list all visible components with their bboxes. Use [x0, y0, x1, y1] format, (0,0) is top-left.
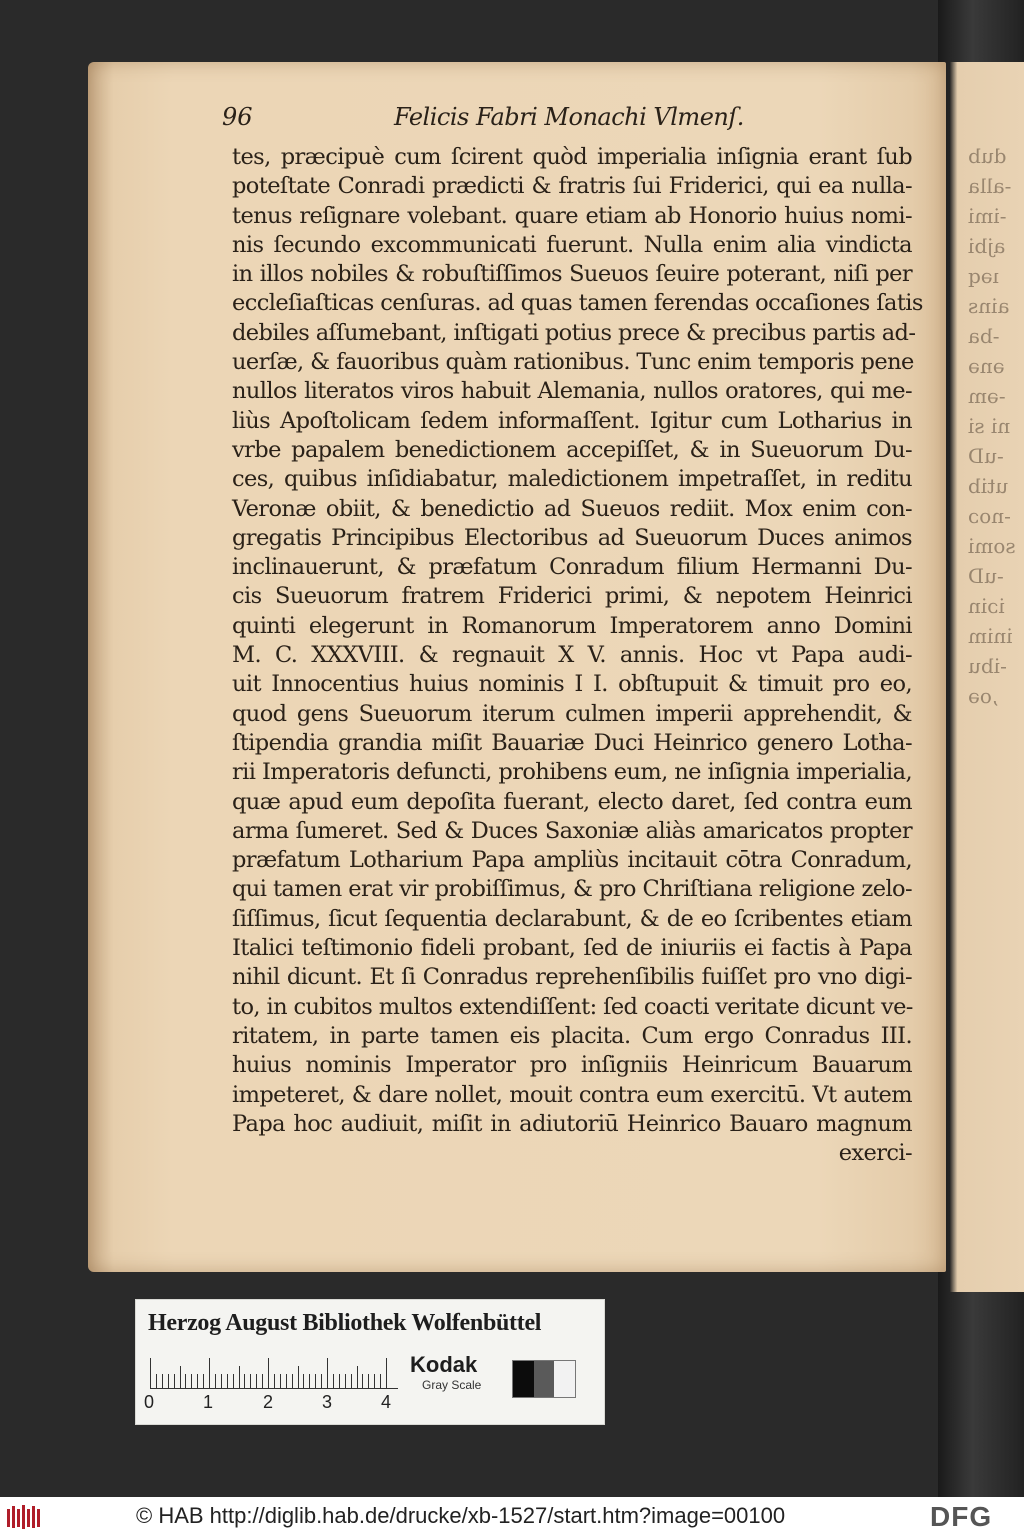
- running-head: [222, 103, 912, 137]
- ruler-tick: [298, 1366, 299, 1388]
- text-line: qui tamen erat vir probiſſimus, & pro Chriſtiana religione zelo-: [232, 876, 912, 903]
- ruler-tick: [303, 1374, 304, 1388]
- body-text: [232, 143, 923, 1168]
- ruler-tick: [256, 1374, 257, 1388]
- text-line: uerſæ, & fauoribus quàm rationibus. Tunc enim temporis pene: [232, 349, 914, 376]
- gray-scale-swatches: [512, 1360, 576, 1398]
- text-line: arma ſumeret. Sed & Duces Saxoniæ aliàs amaricatos propter: [232, 817, 912, 844]
- ruler-numbers: [144, 1392, 404, 1414]
- ruler-tick: [250, 1374, 251, 1388]
- ruler-tick: [380, 1374, 381, 1388]
- gray-swatch: [554, 1361, 575, 1397]
- running-head-title: Felicis Fabri Monachi Vlmenſ.: [394, 103, 744, 131]
- ruler-tick: [333, 1374, 334, 1388]
- ruler-tick: [315, 1374, 316, 1388]
- ruler-tick: [309, 1374, 310, 1388]
- ruler-tick: [339, 1374, 340, 1388]
- text-line: quod gens Sueuorum iterum culmen imperii apprehendit, &: [232, 700, 912, 727]
- gray-swatch: [513, 1361, 534, 1397]
- library-name: Herzog August Bibliothek Wolfenbüttel: [148, 1310, 542, 1336]
- ruler-tick: [262, 1374, 263, 1388]
- ruler-tick: [345, 1374, 346, 1388]
- ruler-tick: [197, 1374, 198, 1388]
- ruler-number: 2: [263, 1392, 274, 1412]
- ruler-number: 0: [144, 1392, 155, 1412]
- text-line: nihil dicunt. Et ſi Conradus reprehenſibilis fuiſſet pro vno digi-: [232, 964, 912, 991]
- ruler-tick: [274, 1374, 275, 1388]
- ruler-tick: [221, 1374, 222, 1388]
- text-line: eccleſiaſticas cenſuras. ad quas tamen ferendas occaſiones ſatis: [232, 290, 923, 317]
- ruler-tick: [368, 1374, 369, 1388]
- text-line: Italici teſtimonio fideli probant, ſed de iniuriis ei factis à Papa: [232, 935, 912, 962]
- ruler-number: 1: [203, 1392, 214, 1412]
- ruler-tick: [351, 1374, 352, 1388]
- measurement-ruler: [150, 1358, 398, 1389]
- ruler-tick: [180, 1366, 181, 1388]
- footer-bar: [0, 1497, 1024, 1537]
- ruler-tick: [233, 1374, 234, 1388]
- text-line: tes, præcipuè cum ſcirent quòd imperialia inſignia erant ſub: [232, 144, 912, 170]
- ruler-tick: [185, 1374, 186, 1388]
- page-number: 96: [222, 103, 253, 131]
- text-line: tenus reſignare volebant. quare etiam ab Honorio huius nomi-: [232, 202, 912, 229]
- ruler-tick: [374, 1374, 375, 1388]
- ruler-tick: [244, 1374, 245, 1388]
- ruler-tick: [292, 1374, 293, 1388]
- ruler-tick: [239, 1366, 240, 1388]
- text-line: ritatem, in parte tamen eis placita. Cum ergo Conradus III.: [232, 1022, 912, 1049]
- ruler-tick: [386, 1358, 387, 1388]
- text-line: rii Imperatoris defuncti, prohibens eum, ne inſignia imperialia,: [232, 759, 912, 786]
- text-line: quinti elegerunt in Romanorum Imperatorem anno Domini: [232, 612, 912, 639]
- text-line: inclinauerunt, & præfatum Conradum filium Hermanni Du-: [232, 554, 912, 581]
- ruler-tick: [321, 1374, 322, 1388]
- facing-page-edge: dub -alla -imi ajbi ıəq ains -ba ənə -əm ni si -uD utib -noɔ somi -uD iɔin inim -ibu ,oə: [950, 62, 1024, 1292]
- text-line: nullos literatos viros habuit Alemania, nullos oratores, qui me-: [232, 378, 912, 405]
- text-line: M. C. XXXVIII. & regnauit X V. annis. Hoc vt Papa audi-: [232, 642, 912, 669]
- hab-logo-icon: [6, 1503, 46, 1531]
- dfg-logo: DFG: [930, 1501, 993, 1532]
- ruler-tick: [327, 1358, 328, 1388]
- text-line: vrbe papalem benedictionem accepiſſet, & in Sueuorum Du-: [232, 436, 912, 463]
- ruler-number: 4: [381, 1392, 392, 1412]
- ruler-tick: [162, 1374, 163, 1388]
- ruler-tick: [168, 1374, 169, 1388]
- text-line: cis Sueuorum fratrem Friderici primi, & nepotem Heinrici: [232, 583, 912, 610]
- text-line: ſiſſimus, ſicut ſequentia declarabunt, & de eo ſcribentes etiam: [232, 905, 912, 932]
- text-line: debiles aſſumebant, inſtigati potius prece & precibus partis ad-: [232, 319, 916, 346]
- ruler-tick: [362, 1374, 363, 1388]
- gray-scale-label: Gray Scale: [422, 1378, 482, 1392]
- text-line: præfatum Lotharium Papa ampliùs incitauit cōtra Conradum,: [232, 847, 912, 874]
- text-line: poteſtate Conradi prædicti & fratris ſui Friderici, qui ea nulla-: [232, 173, 912, 200]
- text-line: in illos nobiles & robuſtiſſimos Sueuos ſeuire poterant, niſi per: [232, 261, 912, 288]
- text-line: ces, quibus inſidiabatur, maledictionem impetraſſet, in reditu: [232, 466, 912, 493]
- ruler-tick: [174, 1374, 175, 1388]
- ruler-tick: [280, 1374, 281, 1388]
- ruler-tick: [227, 1374, 228, 1388]
- ruler-number: 3: [322, 1392, 333, 1412]
- ruler-tick: [286, 1374, 287, 1388]
- ruler-tick: [156, 1374, 157, 1388]
- ruler-tick: [268, 1358, 269, 1388]
- text-line: gregatis Principibus Electoribus ad Sueuorum Duces animos: [232, 524, 912, 551]
- text-line: Veronæ obiit, & benedictio ad Sueuos rediit. Mox enim con-: [232, 495, 912, 522]
- text-line: uit Innocentius huius nominis I I. obſtupuit & timuit pro eo,: [232, 671, 912, 698]
- text-line: to, in cubitos multos extendiſſent: ſed coacti veritate dicunt ve-: [232, 993, 913, 1020]
- text-line: nis ſecundo excommunicati fuerunt. Nulla enim alia vindicta: [232, 231, 912, 258]
- ruler-tick: [357, 1366, 358, 1388]
- color-reference-card: [136, 1300, 604, 1424]
- text-line: huius nominis Imperator pro inſigniis Heinricum Bauarum: [232, 1052, 912, 1079]
- ruler-tick: [215, 1374, 216, 1388]
- text-line: exerci-: [838, 1140, 912, 1167]
- kodak-logo: Kodak: [410, 1352, 478, 1377]
- ruler-tick: [203, 1374, 204, 1388]
- gray-swatch: [534, 1361, 555, 1397]
- ruler-tick: [150, 1358, 151, 1388]
- ruler-tick: [209, 1358, 210, 1388]
- text-line: liùs Apoſtolicam ſedem informaſſent. Igitur cum Lotharius in: [232, 407, 912, 434]
- citation-link[interactable]: © HAB http://diglib.hab.de/drucke/xb-1527/start.htm?image=00100: [136, 1503, 786, 1528]
- text-line: ſtipendia grandia miſit Bauariæ Duci Heinrico genero Lotha-: [232, 729, 912, 756]
- text-line: impeteret, & dare nollet, mouit contra eum exercitū. Vt autem: [232, 1081, 912, 1108]
- ruler-tick: [191, 1374, 192, 1388]
- text-line: quæ apud eum depoſita fuerant, electo daret, ſed contra eum: [232, 788, 912, 815]
- text-line: Papa hoc audiuit, miſit in adiutoriū Heinrico Bauaro magnum: [232, 1110, 912, 1137]
